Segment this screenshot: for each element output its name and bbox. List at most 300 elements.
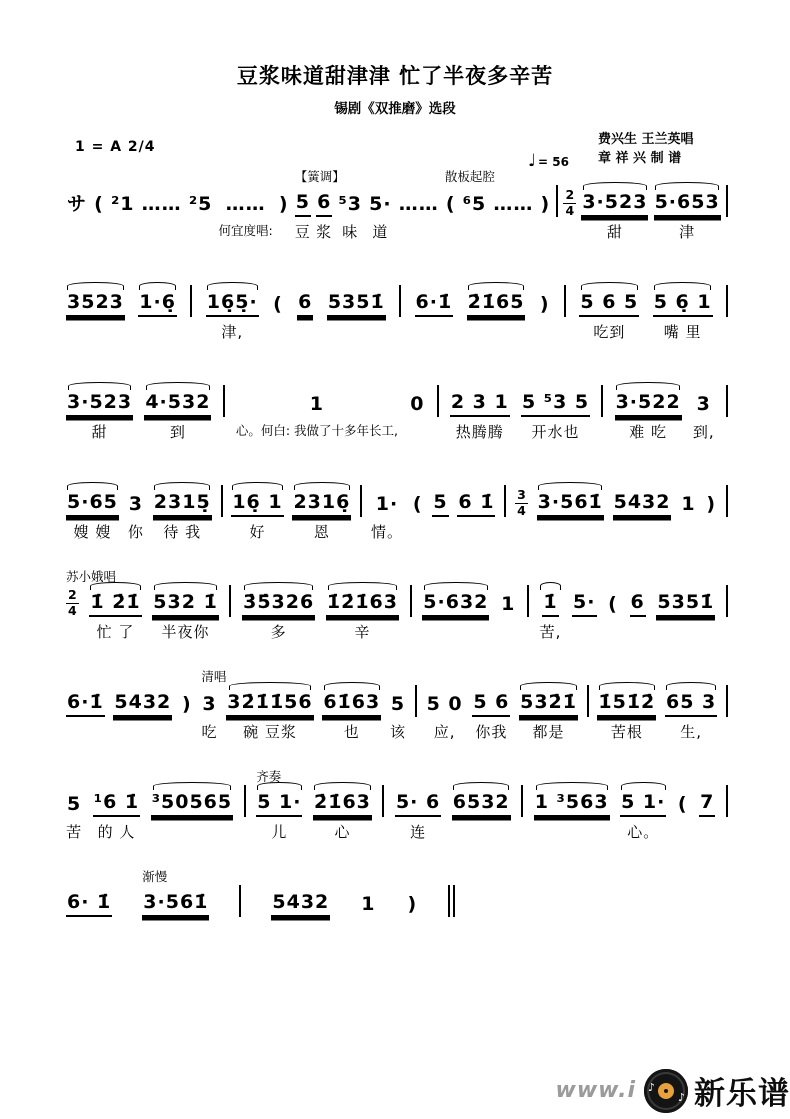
slur-arc-icon xyxy=(153,782,231,790)
note-cell xyxy=(422,581,489,645)
note-row xyxy=(278,190,290,217)
note-row xyxy=(452,790,511,817)
slur-row xyxy=(188,181,214,190)
score-line xyxy=(66,481,728,545)
note-row xyxy=(426,690,464,717)
slur-arc-icon xyxy=(324,682,380,690)
slur-arc-icon xyxy=(154,582,217,590)
barline xyxy=(601,381,603,445)
note-cell xyxy=(66,181,88,245)
lyric-text: 碗 豆浆 xyxy=(243,723,297,741)
note-row xyxy=(705,490,717,517)
note-row xyxy=(399,290,401,317)
note-row xyxy=(201,690,217,717)
jianpu-notes: …… xyxy=(493,193,534,216)
barline-icon xyxy=(726,685,728,717)
slur-row xyxy=(297,281,313,290)
score xyxy=(66,169,728,945)
slur-arc-icon xyxy=(229,682,311,690)
slur-row xyxy=(368,181,392,190)
note-row xyxy=(66,890,112,917)
slur-row xyxy=(492,181,534,190)
note-cell xyxy=(226,681,313,745)
note-row xyxy=(239,890,241,917)
note-row xyxy=(313,790,372,817)
note-cell xyxy=(450,381,510,445)
slur-row xyxy=(66,481,119,490)
note-row xyxy=(613,490,672,517)
watermark-url: www.i xyxy=(555,1078,636,1103)
slur-row xyxy=(653,281,713,290)
note-cell xyxy=(371,481,403,545)
slur-row xyxy=(467,281,526,290)
barline-icon xyxy=(521,785,523,817)
slur-row xyxy=(66,881,112,890)
note-row xyxy=(534,790,610,817)
note-row xyxy=(229,590,231,617)
lyric-text: 吃 xyxy=(201,723,218,741)
footer-watermark xyxy=(556,1068,790,1113)
note-row xyxy=(540,190,552,217)
jianpu-notes: 5 6 xyxy=(472,693,510,717)
barline-icon xyxy=(726,185,728,217)
note-cell xyxy=(322,681,381,745)
barline xyxy=(527,581,529,645)
vinyl-hole xyxy=(664,1089,668,1093)
note-cell xyxy=(613,481,672,545)
slur-row xyxy=(93,781,140,790)
note-cell xyxy=(292,481,351,545)
jianpu-notes: ⁵3 xyxy=(338,193,362,216)
lyric-text: 心。何白: 我做了十多年长工, xyxy=(235,423,398,438)
lyric-text: 到 xyxy=(169,423,186,441)
barline xyxy=(415,681,417,745)
note-row xyxy=(66,490,119,517)
slur-row xyxy=(432,481,448,490)
note-row xyxy=(665,690,717,717)
lyric-text: 多 xyxy=(270,623,287,641)
jianpu-notes: 5432 xyxy=(271,893,330,917)
slur-row xyxy=(206,281,259,290)
note-row xyxy=(726,390,728,417)
note-row xyxy=(223,390,225,417)
note-cell xyxy=(153,481,212,545)
score-line xyxy=(66,769,728,845)
note-row xyxy=(407,890,419,917)
note-cell xyxy=(537,481,604,545)
note-row xyxy=(542,590,558,617)
note-row xyxy=(415,290,454,317)
jianpu-notes: 5351̇ xyxy=(656,593,715,617)
lyric-text: 苦根 xyxy=(610,723,643,741)
note-row xyxy=(113,690,172,717)
note-row xyxy=(272,290,284,317)
barline xyxy=(399,281,401,345)
note-cell xyxy=(337,181,363,245)
barline xyxy=(410,581,412,645)
slur-row xyxy=(110,181,136,190)
note-cell xyxy=(297,281,313,345)
jianpu-notes: ( xyxy=(608,593,618,616)
slur-row xyxy=(66,781,82,790)
note-row xyxy=(337,190,363,217)
barline-icon xyxy=(229,585,231,617)
lyric-text: 也 xyxy=(343,723,360,741)
note-row xyxy=(66,190,88,217)
slur-row xyxy=(422,581,489,590)
slur-row xyxy=(705,481,717,490)
slur-arc-icon xyxy=(67,482,118,490)
note-row xyxy=(579,290,639,317)
time-signature-fraction xyxy=(563,189,576,217)
score-line xyxy=(66,169,728,245)
note-row xyxy=(601,390,603,417)
jianpu-notes: 3·522 xyxy=(615,393,682,417)
note-row xyxy=(572,590,596,617)
jianpu-notes: 3 xyxy=(128,493,143,516)
jianpu-notes: 1· xyxy=(375,493,399,516)
note-row xyxy=(242,590,315,617)
note-row xyxy=(190,290,192,317)
jianpu-notes: 5·653 xyxy=(654,193,721,217)
note-cell xyxy=(500,581,516,645)
note-cell xyxy=(271,881,330,945)
credit-singers: 费兴生 王兰英唱 xyxy=(598,132,694,147)
jianpu-notes: 5 xyxy=(67,793,82,816)
note-cell xyxy=(242,581,315,645)
note-cell xyxy=(231,481,283,545)
note-row xyxy=(630,590,646,617)
slur-row xyxy=(292,481,351,490)
slur-row xyxy=(398,181,440,190)
lyric-text: 你我 xyxy=(475,723,508,741)
barline-icon xyxy=(244,785,246,817)
note-row xyxy=(412,490,424,517)
barline xyxy=(223,381,225,445)
note-row xyxy=(527,590,529,617)
note-cell xyxy=(141,181,183,245)
note-row xyxy=(437,390,439,417)
note-cell xyxy=(467,281,526,345)
note-cell xyxy=(705,481,717,545)
note-row xyxy=(226,690,313,717)
jianpu-notes: ) xyxy=(706,493,717,516)
jianpu-notes: ⁶5 xyxy=(462,193,487,216)
jianpu-notes: 1 xyxy=(309,393,325,416)
note-cell xyxy=(415,281,454,345)
jianpu-notes: 65 3 xyxy=(665,693,717,717)
barline xyxy=(726,581,728,645)
slur-row xyxy=(607,581,619,590)
note-cell xyxy=(219,181,273,245)
jianpu-notes: 5 xyxy=(432,493,448,517)
jianpu-notes: 6·1̇ xyxy=(66,693,105,717)
note-cell xyxy=(390,681,406,745)
note-row xyxy=(110,190,136,217)
note-cell xyxy=(534,781,610,845)
slur-row xyxy=(537,481,604,490)
barline-icon xyxy=(726,485,728,517)
note-cell xyxy=(539,281,551,345)
note-cell xyxy=(597,681,656,745)
barline xyxy=(726,281,728,345)
jianpu-notes: 5432 xyxy=(113,693,172,717)
jianpu-notes: 5· xyxy=(369,193,392,216)
note-cell xyxy=(665,681,717,745)
note-row xyxy=(450,390,510,417)
note-row xyxy=(521,790,523,817)
lyric-text: 吃到 xyxy=(593,323,626,341)
jianpu-notes: 1̇ xyxy=(542,593,558,617)
lyric-text: 津, xyxy=(221,323,244,341)
barline-icon xyxy=(190,285,192,317)
barline xyxy=(437,381,439,445)
slur-row xyxy=(66,681,105,690)
jianpu-notes: 1 xyxy=(501,593,516,616)
slur-arc-icon xyxy=(616,382,680,390)
slur-arc-icon xyxy=(468,282,524,290)
note-cell xyxy=(452,781,511,845)
note-cell xyxy=(326,581,399,645)
quarter-note-icon: ♩ xyxy=(528,151,537,171)
lyric-text: 豆 xyxy=(294,223,311,241)
slur-row xyxy=(665,681,717,690)
note-cell xyxy=(327,281,386,345)
note-row xyxy=(556,190,558,217)
jianpu-notes: 2 3 1 xyxy=(450,393,510,417)
jianpu-notes: 2̇1̇65 xyxy=(467,293,526,317)
note-row xyxy=(581,190,648,217)
music-note-icon: ♪ xyxy=(648,1080,656,1094)
barline-icon xyxy=(410,585,412,617)
jianpu-notes: ) xyxy=(407,893,418,916)
note-row xyxy=(521,390,590,417)
jianpu-notes: …… xyxy=(141,193,182,216)
lyric-text: 心 xyxy=(334,823,351,841)
note-cell xyxy=(581,181,648,245)
note-cell xyxy=(236,381,398,445)
note-cell xyxy=(653,281,713,345)
note-cell xyxy=(462,181,488,245)
note-row xyxy=(138,290,177,317)
lyric-text: 道 xyxy=(372,223,389,241)
jianpu-notes: 3·561̇ xyxy=(142,893,209,917)
barline xyxy=(726,481,728,545)
annotation-label: 苏小娥唱 xyxy=(66,569,117,584)
slur-row xyxy=(654,181,721,190)
barline-icon xyxy=(587,685,589,717)
slur-row xyxy=(540,581,562,590)
final-barline-icon xyxy=(453,885,455,917)
note-cell xyxy=(540,581,562,645)
slur-row xyxy=(597,681,656,690)
barline-icon xyxy=(382,785,384,817)
lyric-text: 的 人 xyxy=(97,823,136,841)
note-row xyxy=(607,590,619,617)
barline xyxy=(448,881,455,945)
jianpu-notes: ¹6 1̇ xyxy=(93,793,140,817)
jianpu-notes: 5·632 xyxy=(422,593,489,617)
slur-row xyxy=(613,481,672,490)
note-cell xyxy=(407,881,419,945)
note-cell xyxy=(432,481,448,545)
note-row xyxy=(500,590,516,617)
jianpu-notes: 2316̣ xyxy=(292,493,351,517)
slur-arc-icon xyxy=(599,682,655,690)
barline-icon xyxy=(726,285,728,317)
jianpu-notes: 5·65 xyxy=(66,493,119,517)
slur-row xyxy=(128,481,144,490)
slur-arc-icon xyxy=(146,382,210,390)
slur-row xyxy=(66,281,125,290)
note-row xyxy=(587,690,589,717)
jianpu-notes: 5 ⁵3 5 xyxy=(521,393,590,417)
barline xyxy=(556,181,558,245)
jianpu-notes: 5 1· xyxy=(256,793,302,817)
jianpu-notes: …… xyxy=(225,193,266,216)
score-line xyxy=(66,669,728,745)
slur-row xyxy=(313,781,372,790)
barline-icon xyxy=(223,385,225,417)
note-row xyxy=(726,190,728,217)
lyric-text: 心。 xyxy=(627,823,660,841)
jianpu-notes: ( xyxy=(412,493,423,516)
note-row xyxy=(188,190,214,217)
note-row xyxy=(537,490,604,517)
slur-arc-icon xyxy=(538,482,602,490)
note-row xyxy=(492,190,534,217)
vinyl-record-icon xyxy=(644,1069,688,1113)
note-cell xyxy=(152,581,219,645)
time-signature xyxy=(515,481,528,545)
note-row xyxy=(409,390,425,417)
jianpu-notes: 1 xyxy=(361,893,376,916)
jianpu-notes: 6· 1̇ xyxy=(66,893,112,917)
jianpu-notes: ³50565 xyxy=(151,793,233,817)
jianpu-notes: 6 1̇ xyxy=(457,493,495,517)
slur-arc-icon xyxy=(581,282,638,290)
slur-row xyxy=(326,581,399,590)
jianpu-notes: 6 xyxy=(297,293,313,317)
jianpu-notes: 3·561̇ xyxy=(537,493,604,517)
lyric-text: 津 xyxy=(679,223,696,241)
note-row xyxy=(699,790,715,817)
ts-denominator: 4 xyxy=(517,502,526,518)
note-row xyxy=(563,187,576,218)
note-row xyxy=(564,290,566,317)
jianpu-notes: サ xyxy=(67,193,88,216)
slur-row xyxy=(539,281,551,290)
jianpu-notes: 2̇1̇63 xyxy=(313,793,372,817)
slur-row xyxy=(615,381,682,390)
slur-row xyxy=(371,481,403,490)
slur-row xyxy=(620,781,666,790)
jianpu-notes: 5 6 5 xyxy=(579,293,639,317)
jianpu-notes: ( xyxy=(94,193,104,216)
jianpu-notes: 16̣5̣· xyxy=(206,293,259,317)
jianpu-notes: 3523 xyxy=(66,293,125,317)
note-cell xyxy=(693,381,715,445)
jianpu-notes: 6·1̇ xyxy=(415,293,454,317)
note-row xyxy=(89,590,141,617)
slur-row xyxy=(450,381,510,390)
annotation-label: 清唱 xyxy=(201,669,227,684)
note-row xyxy=(653,290,713,317)
note-cell xyxy=(93,181,105,245)
time-signature xyxy=(563,181,576,245)
jianpu-notes: 6532 xyxy=(452,793,511,817)
lyric-text: 情。 xyxy=(370,523,403,541)
score-line xyxy=(66,281,728,345)
slur-row xyxy=(407,881,419,890)
slur-row xyxy=(395,781,441,790)
slur-row xyxy=(272,281,284,290)
slur-arc-icon xyxy=(232,482,282,490)
note-row xyxy=(93,190,105,217)
note-cell xyxy=(654,181,721,245)
note-row xyxy=(66,587,79,618)
note-cell xyxy=(472,681,510,745)
slur-arc-icon xyxy=(453,782,509,790)
lyric-text: 浆 xyxy=(316,223,333,241)
slur-arc-icon xyxy=(68,382,132,390)
tempo-marking xyxy=(528,151,569,171)
note-row xyxy=(656,590,715,617)
jianpu-notes: 5432 xyxy=(613,493,672,517)
slur-arc-icon xyxy=(328,582,397,590)
jianpu-notes: 32̇1̇1̇56 xyxy=(226,693,313,717)
barline-icon xyxy=(601,385,603,417)
lyric-text: 何宜度唱: xyxy=(218,223,273,238)
note-cell xyxy=(181,681,193,745)
lyric-text: 嘴 里 xyxy=(663,323,702,341)
slur-arc-icon xyxy=(67,282,123,290)
lyric-text: 热腾腾 xyxy=(455,423,504,441)
note-row xyxy=(726,490,728,517)
slur-row xyxy=(141,181,183,190)
slur-row xyxy=(534,781,610,790)
lyric-text: 应, xyxy=(433,723,456,741)
slur-row xyxy=(144,381,211,390)
note-cell xyxy=(313,781,372,845)
note-row xyxy=(295,190,311,217)
jianpu-notes: 1·6̣ xyxy=(138,293,177,317)
note-cell xyxy=(607,581,619,645)
credits xyxy=(598,131,694,169)
barline xyxy=(726,781,728,845)
slur-row xyxy=(271,881,330,890)
lyric-text: 你 xyxy=(127,523,144,541)
note-cell xyxy=(615,381,682,445)
note-row xyxy=(390,690,406,717)
note-cell xyxy=(188,181,214,245)
lyric-text: 都是 xyxy=(532,723,565,741)
jianpu-notes: ( xyxy=(677,793,688,816)
score-line xyxy=(66,381,728,445)
jianpu-notes: 5 0 xyxy=(426,693,463,716)
note-cell xyxy=(93,781,140,845)
slur-row xyxy=(66,381,133,390)
jianpu-notes: ) xyxy=(278,193,289,216)
slur-row xyxy=(219,181,273,190)
note-row xyxy=(144,390,211,417)
slur-row xyxy=(390,681,406,690)
slur-row xyxy=(360,881,376,890)
slur-row xyxy=(656,581,715,590)
lyric-text: 甜 xyxy=(606,223,623,241)
slur-row xyxy=(572,581,596,590)
note-row xyxy=(398,190,440,217)
